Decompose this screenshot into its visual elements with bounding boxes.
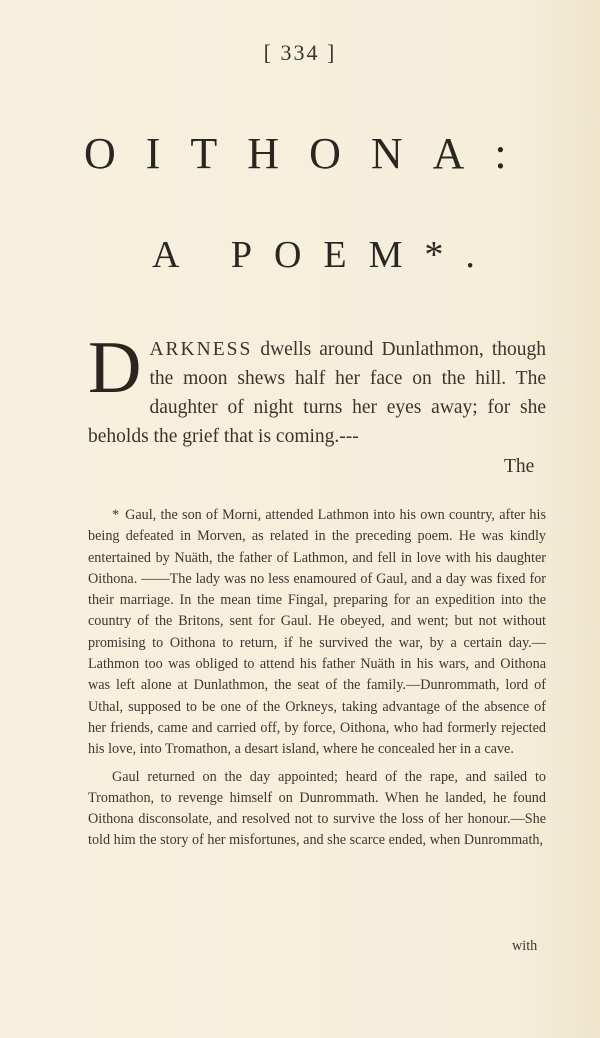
footnote-paragraph-1	[88, 505, 546, 761]
footnote	[88, 505, 546, 858]
footnote-paragraph-2: Gaul returned on the day appointed; heard of the rape, and sailed to Tromathon, to revenge himself on Dunrommath. When he landed, he found Oithona disconsolate, and resolved not to survive the loss of her honour.—She told him the story of her misfortunes, and she scarce ended, when Dunrommath,	[88, 768, 546, 849]
lead-caps: ARKNESS	[149, 339, 253, 360]
poem-subtitle: A POEM*.	[152, 234, 497, 276]
drop-cap: D	[88, 327, 142, 409]
page-number: [ 334 ]	[263, 40, 337, 65]
body-catchword: The	[504, 456, 535, 477]
opening-text: dwells around Dunlathmon, though the moon shews half her face on the hill. The daughter of night turns her eyes away; for she beholds the grief that is coming.---	[88, 339, 546, 447]
footnote-text-1: Gaul, the son of Morni, attended Lathmon into his own country, after his being defeated in Morven, as related in the preceding poem. He was kindly entertained by Nuäth, the father of Lathmon, and fell in love with his daughter Oithona. ——The lady was no less enamoured of Gaul, and a day was fixed for their marriage. In the mean time Fingal, preparing for an expedition into the country of the Britons, sent for Gaul. He obeyed, and went; but not without promising to Oithona to return, if he survived the war, by a certain day.—Lathmon too was obliged to attend his father Nuäth in his wars, and Oithona was left alone at Dunlathmon, the seat of the family.—Dunrommath, lord of Uthal, supposed to be one of the Orkneys, taking advantage of the absence of her friends, came and carried off, by force, Oithona, who had formerly rejected his love, into Tromathon, a desart island, where he concealed her in a cave.	[88, 507, 546, 758]
footnote-catchword: with	[512, 938, 538, 954]
poem-title: OITHONA:	[84, 129, 537, 178]
opening-paragraph	[88, 327, 546, 451]
footnote-mark: *	[112, 507, 120, 523]
